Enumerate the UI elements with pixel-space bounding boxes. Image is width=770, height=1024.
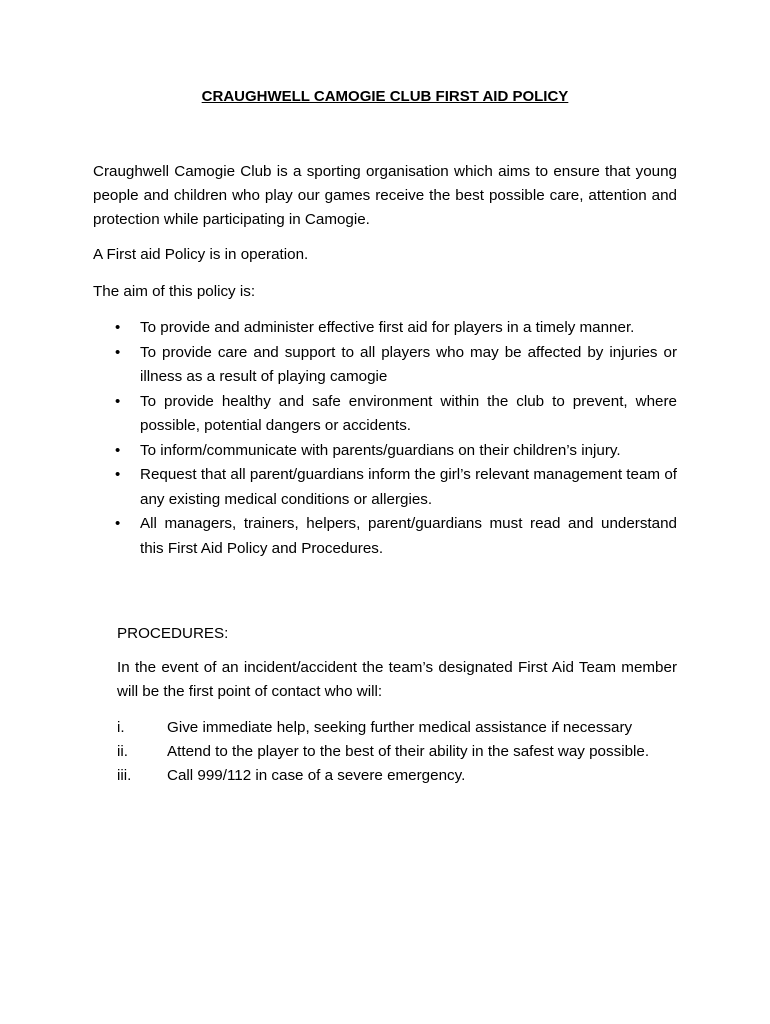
bullet-icon: • [115, 319, 121, 336]
aim-heading: The aim of this policy is: [93, 283, 256, 300]
procedure-steps-list [117, 716, 677, 788]
step-text: Give immediate help, seeking further medical assistance if necessary [167, 719, 633, 736]
list-item [117, 740, 677, 764]
aim-text: Request that all parent/guardians inform the girl’s relevant management team of any existing medical conditions or allergies. [140, 466, 677, 508]
step-number: i. [117, 719, 125, 736]
aim-text: All managers, trainers, helpers, parent/guardians must read and understand this First Aid Policy and Procedures. [140, 515, 677, 557]
aim-text: To provide healthy and safe environment within the club to prevent, where possible, potential dangers or accidents. [140, 392, 677, 434]
document-title: CRAUGHWELL CAMOGIE CLUB FIRST AID POLICY [201, 88, 569, 105]
list-item [93, 341, 677, 390]
bullet-icon: • [115, 466, 121, 483]
list-item [93, 512, 677, 561]
step-number: ii. [117, 743, 128, 760]
aim-text: To provide care and support to all players who may be affected by injuries or illness as a result of playing camogie [140, 343, 677, 385]
list-item [93, 316, 677, 341]
list-item [93, 390, 677, 439]
aim-text: To inform/communicate with parents/guardians on their children’s injury. [140, 441, 621, 459]
procedures-intro: In the event of an incident/accident the team’s designated First Aid Team member will be the first point of contact who will: [117, 659, 677, 700]
aim-text: To provide and administer effective first aid for players in a timely manner. [140, 319, 635, 336]
bullet-icon: • [115, 343, 121, 361]
bullet-icon: • [115, 392, 121, 410]
intro-paragraph: Craughwell Camogie Club is a sporting organisation which aims to ensure that young people and children who play our games receive the best possible care, attention and protection while participating in Camogie. [93, 163, 677, 228]
step-text: Call 999/112 in case of a severe emergency. [167, 767, 466, 784]
list-item [93, 463, 677, 512]
bullet-icon: • [115, 441, 121, 459]
step-number: iii. [117, 767, 132, 784]
bullet-icon: • [115, 515, 121, 532]
list-item [93, 439, 677, 464]
aims-list [93, 316, 677, 561]
list-item [117, 716, 677, 740]
procedures-heading: PROCEDURES: [117, 625, 229, 642]
step-text: Attend to the player to the best of their ability in the safest way possible. [167, 743, 650, 760]
policy-in-operation-text: A First aid Policy is in operation. [93, 246, 309, 263]
list-item [117, 764, 677, 788]
